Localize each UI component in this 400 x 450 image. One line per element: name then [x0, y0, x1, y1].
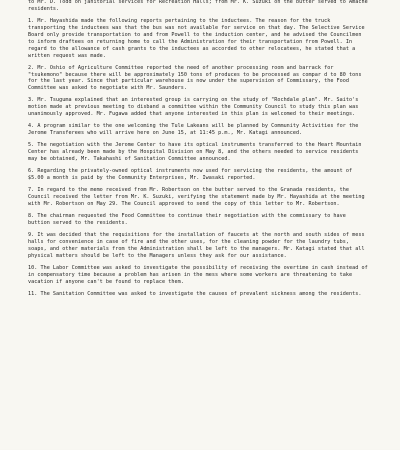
paragraph-item-6: 6. Regarding the privately-owned optical instruments now used for servicing the residents, the amount of $5.00 a month is paid by the Community Enterprises, Mr. Iwasaki reported. [28, 168, 356, 182]
paragraph-item-4: 4. A program similar to the one welcoming the Tule Lakeans will be planned by Community Activities for the Jerome Transferees who will arrive here on June 15, at 11:45 p.m., Mr. Katagi announced. [28, 123, 362, 137]
paragraph-item-2: 2. Mr. Oshio of Agriculture Committee reported the need of another processing room and barrack for "tsukemono" because there will be approximately 150 tons of produces to be processed as compar d to 80 tons for the last year. Since that particular warehouse is now under the supervision of Commissary, the Food Committee was asked to negotiate with Mr. Saunders. [28, 64, 365, 92]
paragraph-item-3: 3. Mr. Tsuguma explained that an interested group is carrying on the study of "Rochdale plan". Mr. Saito's motion made at previous meeting to disband a committee within the Community Council to study this plan was unanimously approved. Mr. Fugawa added that anyone interested in this plan is welcomed to their meetings. [28, 97, 362, 118]
paragraph-item-11: 11. The Sanitation Committee was asked to investigate the causes of prevalent sickness among the residents. [28, 290, 362, 297]
paragraph-intro-continuation: to Mr. D. Todd on janitorial services for Recreation Halls; from Mr. K. Suzuki on the butter served to Amache residents. [28, 0, 371, 12]
paragraph-item-1: 1. Mr. Hayashida made the following reports pertaining to the inductees. The reason for the truck transporting the inductees was that the bus was not available for service on that day. The Selective Service Board only provide transportation to and from Powell to the induction center, and he advised the Councilmen to inform draftees on returning home to call the Administration for their transportation from Powell. In regard to the allowance of cash grants to the inductees as accorded to other relocatees, he stated that a written request was made. [28, 18, 368, 59]
paragraph-item-5: 5. The negotiation with the Jerome Center to have its optical instruments transferred to the Heart Mountain Center has already been made by the Hospital Division on May 8, and the others needed to service residents may be obtained, Mr. Takahashi of Sanitation Committee announced. [28, 142, 365, 163]
paragraph-item-9: 9. It was decided that the requisitions for the installation of faucets at the north and south sides of mess halls for convenience in case of fire and the other uses, for the cleaning powder for the laundry tubs, soaps, and other materials from the Administration shall be left to the managers. Mr. Katagi stated that all physical matters should be left to the Managers unless they ask for our assistance. [28, 232, 368, 259]
paragraph-item-8: 8. The chairman requested the Food Committee to continue their negotiation with the commissary to have buttion served to the residents. [28, 213, 350, 227]
paragraph-item-10: 10. The Labor Committee was asked to investigate the possibility of receiving the overtime in cash instead of in compensatory time because a problem has arisen in the mess where some workers are threatening to take vacation if anyone can't be found to replace them. [28, 264, 371, 285]
paragraph-item-7: 7. In regard to the memo received from Mr. Robertson on the butter served to the Granada residents, the Council received the letter from Mr. K. Suzuki, verifying the statement made by Mr. Hayashida at the meeting with Mr. Robertson on May 29. The Council approved to send the copy of this letter to Mr. Robertson. [28, 187, 368, 208]
